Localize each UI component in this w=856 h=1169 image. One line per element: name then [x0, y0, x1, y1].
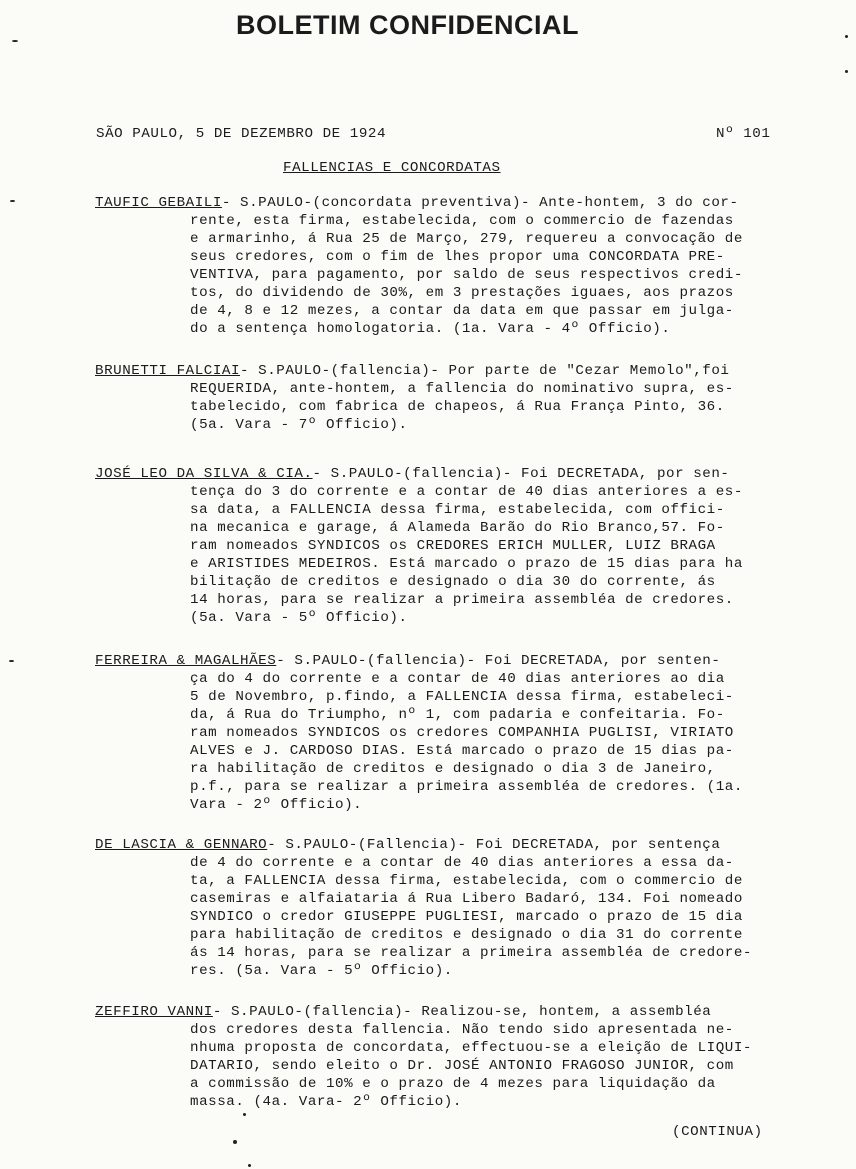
- entry-line: massa. (4a. Vara- 2º Officio).: [190, 1094, 462, 1110]
- scan-speck: [10, 200, 15, 202]
- entry-line: seus credores, com o fim de lhes propor uma CONCORDATA PRE-: [190, 249, 725, 265]
- entry-line: sa data, a FALLENCIA dessa firma, estabelecida, com offici-: [190, 502, 725, 518]
- entry-line: casemiras e alfaiataria á Rua Libero Badaró, 134. Foi nomeado: [190, 891, 743, 907]
- scan-speck: [9, 660, 14, 662]
- entry-line: de 4 do corrente e a contar de 40 dias anteriores a essa da-: [190, 855, 734, 871]
- bulletin-number: Nº 101: [716, 126, 771, 142]
- entry-line: - S.PAULO-(fallencia)- Realizou-se, hontem, a assembléa: [212, 1004, 712, 1020]
- entry-line: ram nomeados SYNDICOS os CREDORES ERICH MULLER, LUIZ BRAGA: [190, 538, 716, 554]
- section-heading: FALLENCIAS E CONCORDATAS: [283, 160, 501, 176]
- entry-line: 5 de Novembro, p.findo, a FALLENCIA dessa firma, estabeleci-: [190, 689, 734, 705]
- continued-marker: (CONTINUA): [672, 1124, 763, 1140]
- entry-line: rente, esta firma, estabelecida, com o commercio de fazendas: [190, 213, 734, 229]
- entry-line: e ARISTIDES MEDEIROS. Está marcado o prazo de 15 dias para ha: [190, 556, 743, 572]
- entry-line: - S.PAULO-(concordata preventiva)- Ante-hontem, 3 do cor-: [221, 195, 739, 211]
- entry-name: ZEFFIRO VANNI: [95, 1004, 213, 1020]
- entry-line: de 4, 8 e 12 mezes, a contar da data em que passar em julga-: [190, 303, 734, 319]
- entry-name: JOSÉ LEO DA SILVA & CIA.: [95, 466, 313, 482]
- entry-name: TAUFIC GEBAILI: [95, 195, 222, 211]
- entry-name: FERREIRA & MAGALHÃES: [95, 653, 277, 669]
- scan-speck: [248, 1164, 251, 1167]
- entry-line: - S.PAULO-(Fallencia)- Foi DECRETADA, por sentença: [267, 837, 721, 853]
- entry-line: e armarinho, á Rua 25 de Março, 279, requereu a convocação de: [190, 231, 743, 247]
- entry-line: do a sentença homologatoria. (1a. Vara - 4º Officio).: [190, 321, 671, 337]
- bulletin-title: BOLETIM CONFIDENCIAL: [236, 10, 579, 40]
- entry-line: da, á Rua do Triumpho, nº 1, com padaria e confeitaria. Fo-: [190, 707, 725, 723]
- entry-line: bilitação de creditos e designado o dia 30 do corrente, ás: [190, 574, 716, 590]
- entry-line: p.f., para se realizar a primeira assembléa de credores. (1a.: [190, 779, 743, 795]
- entry-line: na mecanica e garage, á Alameda Barão do Rio Branco,57. Fo-: [190, 520, 725, 536]
- scan-speck: [845, 70, 848, 73]
- entry-line: (5a. Vara - 5º Officio).: [190, 610, 408, 626]
- entry-line: ça do 4 do corrente e a contar de 40 dias anteriores ao dia: [190, 671, 725, 687]
- entry-line: REQUERIDA, ante-hontem, a fallencia do nominativo supra, es-: [190, 381, 734, 397]
- entry-line: tença do 3 do corrente e a contar de 40 dias anteriores a es-: [190, 484, 743, 500]
- place-and-date: SÃO PAULO, 5 DE DEZEMBRO DE 1924: [96, 126, 387, 142]
- entry-line: para habilitação de creditos e designado o dia 31 do corrente: [190, 927, 743, 943]
- entry-line: - S.PAULO-(fallencia)- Foi DECRETADA, por senten-: [276, 653, 721, 669]
- entry-line: ta, a FALLENCIA dessa firma, estabelecida, com o commercio de: [190, 873, 743, 889]
- entry-line: dos credores desta fallencia. Não tendo sido apresentada ne-: [190, 1022, 734, 1038]
- entry-line: DATARIO, sendo eleito o Dr. JOSÉ ANTONIO FRAGOSO JUNIOR, com: [190, 1058, 734, 1074]
- entry-line: ram nomeados SYNDICOS os credores COMPANHIA PUGLISI, VIRIATO: [190, 725, 734, 741]
- entry-line: - S.PAULO-(fallencia)- Foi DECRETADA, por sen-: [312, 466, 730, 482]
- entry-name: DE LASCIA & GENNARO: [95, 837, 268, 853]
- entry-line: res. (5a. Vara - 5º Officio).: [190, 963, 453, 979]
- entry-line: Vara - 2º Officio).: [190, 797, 363, 813]
- scan-speck: [233, 1140, 237, 1144]
- entry-line: ra habilitação de creditos e designado o dia 3 de Janeiro,: [190, 761, 716, 777]
- entry-line: tabelecido, com fabrica de chapeos, á Rua França Pinto, 36.: [190, 399, 725, 415]
- entry-name: BRUNETTI FALCIAI: [95, 363, 241, 379]
- entry-line: a commissão de 10% e o prazo de 4 mezes para liquidação da: [190, 1076, 716, 1092]
- entry-line: (5a. Vara - 7º Officio).: [190, 417, 408, 433]
- entry-line: ALVES e J. CARDOSO DIAS. Está marcado o prazo de 15 dias pa-: [190, 743, 734, 759]
- entry-line: VENTIVA, para pagamento, por saldo de seus respectivos credi-: [190, 267, 743, 283]
- scan-speck: [243, 1113, 246, 1116]
- entry-line: ás 14 horas, para se realizar a primeira assembléa de credore-: [190, 945, 752, 961]
- scan-speck: [12, 40, 18, 42]
- entry-line: SYNDICO o credor GIUSEPPE PUGLIESI, marcado o prazo de 15 dia: [190, 909, 743, 925]
- entry-line: 14 horas, para se realizar a primeira assembléa de credores.: [190, 592, 734, 608]
- entry-line: - S.PAULO-(fallencia)- Por parte de "Cezar Memolo",foi: [240, 363, 730, 379]
- entry-line: tos, do dividendo de 30%, em 3 prestações iguaes, aos prazos: [190, 285, 734, 301]
- scan-speck: [845, 35, 848, 38]
- entry-line: nhuma proposta de concordata, effectuou-se a eleição de LIQUI-: [190, 1040, 752, 1056]
